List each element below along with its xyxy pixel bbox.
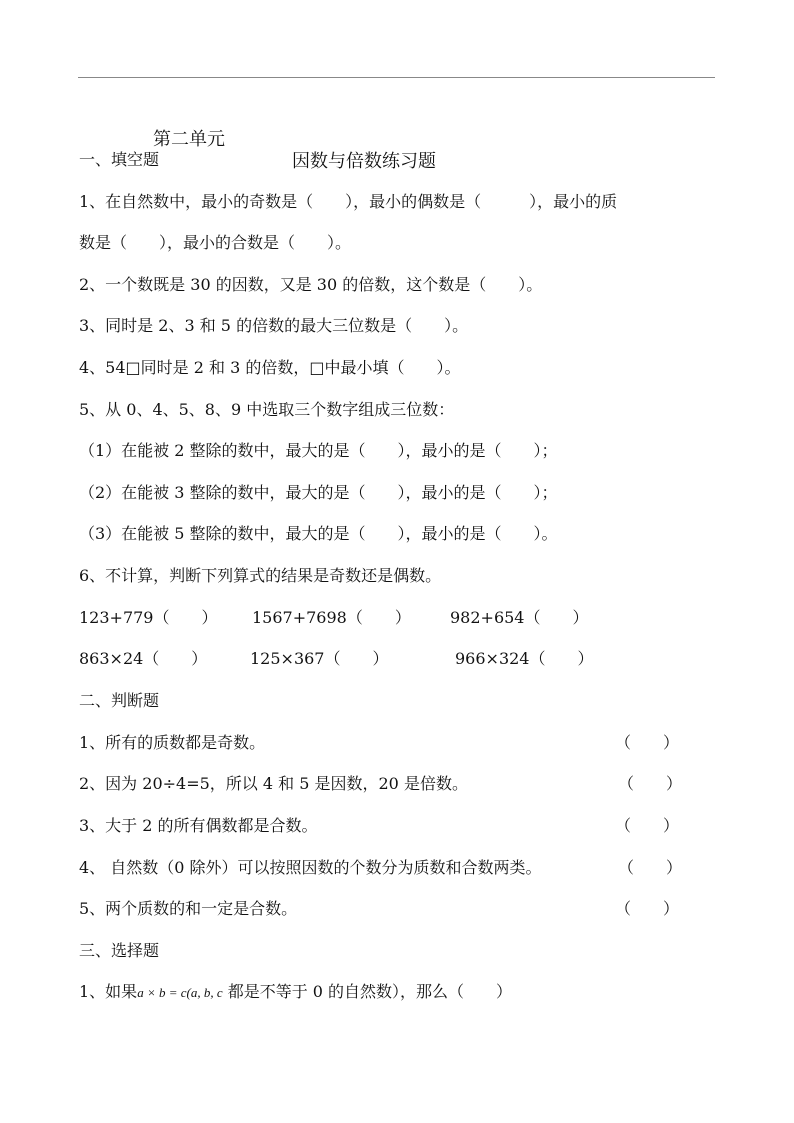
question-4: 4、54□同时是 2 和 3 的倍数，□中最小填（ ）。 bbox=[79, 358, 461, 377]
judge-item-4: 4、 自然数（0 除外）可以按照因数的个数分为质数和合数两类。 bbox=[79, 858, 542, 877]
question-2: 2、一个数既是 30 的因数，又是 30 的倍数，这个数是（ ）。 bbox=[79, 275, 543, 294]
judge-item-1: 1、所有的质数都是奇数。 bbox=[79, 733, 266, 752]
question-5: 5、从 0、4、5、8、9 中选取三个数字组成三位数： bbox=[79, 400, 455, 419]
section-true-false-heading: 二、判断题 bbox=[79, 691, 160, 710]
judge-answer-2: （ ） bbox=[618, 774, 683, 793]
worksheet-title: 因数与倍数练习题 bbox=[292, 151, 436, 172]
judge-item-3: 3、大于 2 的所有偶数都是合数。 bbox=[79, 816, 318, 835]
judge-answer-3: （ ） bbox=[615, 816, 680, 835]
choice-q1-equation: a × b = c(a, b, c bbox=[137, 985, 223, 1000]
q6-expression-6: 966×324（ ） bbox=[455, 649, 594, 668]
judge-answer-4: （ ） bbox=[618, 858, 683, 877]
judge-answer-1: （ ） bbox=[615, 733, 680, 752]
header-rule bbox=[78, 77, 715, 78]
question-5-part-2: （2）在能被 3 整除的数中，最大的是（ ），最小的是（ ）； bbox=[79, 483, 558, 502]
q6-expression-2: 1567+7698（ ） bbox=[252, 608, 411, 627]
q6-expression-1: 123+779（ ） bbox=[79, 608, 218, 627]
question-5-part-1: （1）在能被 2 整除的数中，最大的是（ ），最小的是（ ）； bbox=[79, 441, 558, 460]
judge-item-2: 2、因为 20÷4=5，所以 4 和 5 是因数，20 是倍数。 bbox=[79, 774, 468, 793]
question-3: 3、同时是 2、3 和 5 的倍数的最大三位数是（ ）。 bbox=[79, 316, 469, 335]
question-1-line-2: 数是（ ），最小的合数是（ ）。 bbox=[79, 233, 352, 252]
section-choice-heading: 三、选择题 bbox=[79, 941, 160, 960]
judge-answer-5: （ ） bbox=[615, 899, 680, 918]
choice-q1-suffix: 都是不等于 0 的自然数），那么（ ） bbox=[222, 982, 513, 1001]
question-5-part-3: （3）在能被 5 整除的数中，最大的是（ ），最小的是（ ）。 bbox=[79, 524, 558, 543]
unit-label: 第二单元 bbox=[153, 129, 225, 150]
section-fill-blank-heading: 一、填空题 bbox=[79, 150, 160, 169]
q6-expression-3: 982+654（ ） bbox=[450, 608, 589, 627]
question-6: 6、不计算，判断下列算式的结果是奇数还是偶数。 bbox=[79, 566, 442, 585]
choice-q1-prefix: 1、如果 bbox=[79, 982, 138, 1001]
question-1-line-1: 1、在自然数中，最小的奇数是（ ），最小的偶数是（ ），最小的质 bbox=[79, 192, 618, 211]
judge-item-5: 5、两个质数的和一定是合数。 bbox=[79, 899, 298, 918]
q6-expression-5: 125×367（ ） bbox=[250, 649, 389, 668]
choice-question-1 bbox=[79, 982, 512, 1003]
q6-expression-4: 863×24（ ） bbox=[79, 649, 208, 668]
